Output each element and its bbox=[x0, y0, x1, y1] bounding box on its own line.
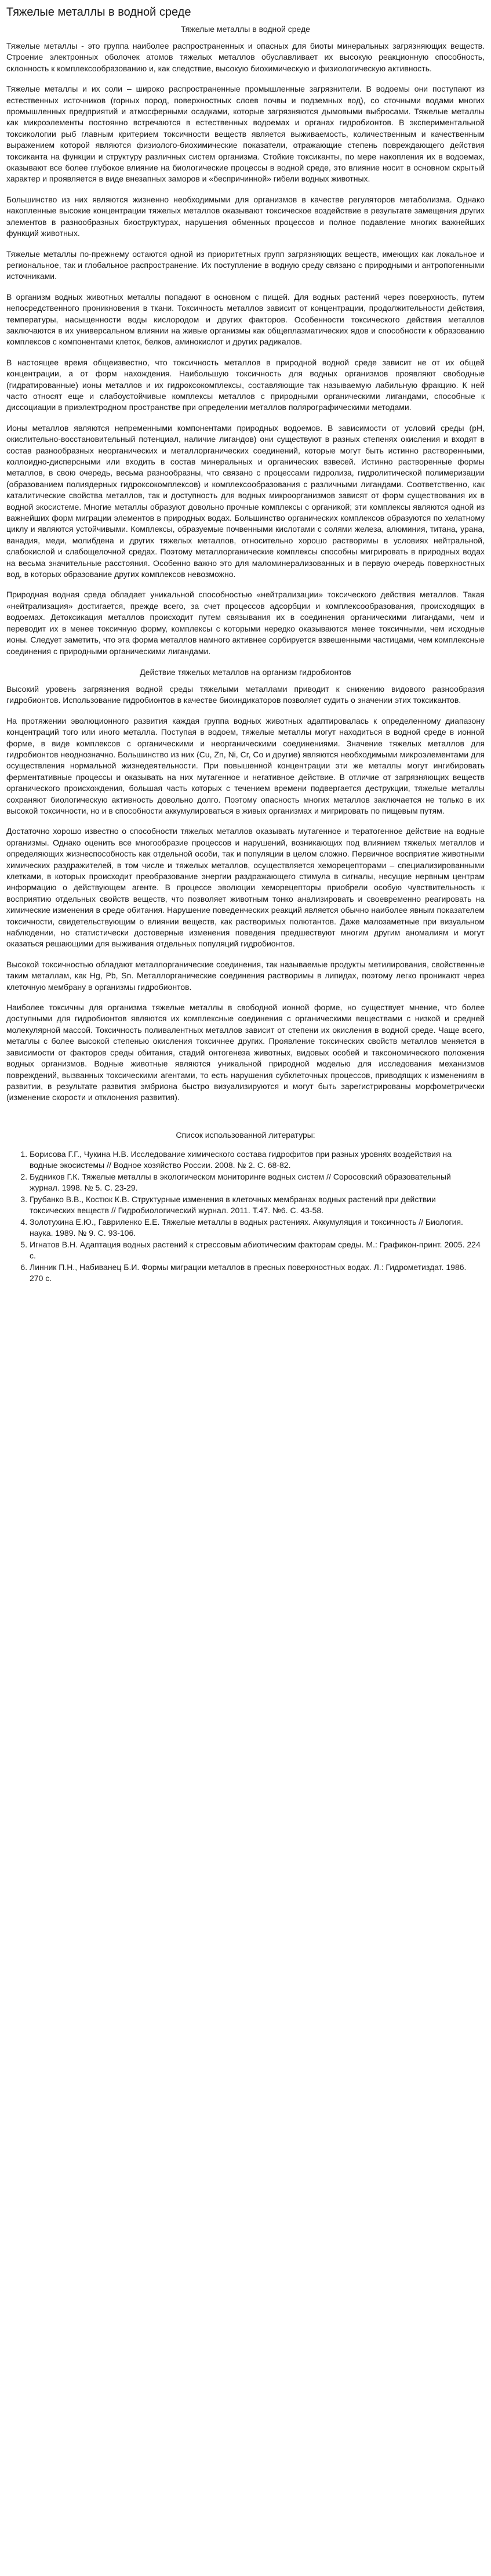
paragraph: Природная водная среда обладает уникальной способностью «нейтрализации» токсического действия металлов. Такая «нейтрализация» достигается, прежде всего, за счет процессов адсорбции и комплексообразования, происходящих в водоемах. Детоксикация металлов происходит путем связывания их в соединения органическими лигандами, чем и переводит их в менее токсичную форму, комплексы с которыми нередко оказываются менее токсичными, чем исходные ионы. Следует заметить, что эта форма металлов намного активнее сорбируется взвешенными частицами, чем комплексные соединения с природными органическими лигандами. bbox=[6, 590, 485, 656]
reference-item: 5. Игнатов В.Н. Адаптация водных растений к стрессовым абиотическим факторам среды. М.: Графикон-принт. 2005. 224 с. bbox=[30, 1239, 485, 1261]
paragraph: Достаточно хорошо известно о способности тяжелых металлов оказывать мутагенное и тератогенное действие на водные организмы. Однако оценить все многообразие процессов и нарушений, возникающих под влиянием тяжелых металлов и определяющих жизнеспособность как отдельной особи, так и популяции в целом сложно. Первичное восприятие животными химических раздражителей, в том числе и тяжелых металлов, осуществляется хеморецепторами – специализированными клетками, в которых происходит преобразование энергии раздражающего стимула в сигналы, несущие нервным центрам информацию о действующем агенте. В процессе эволюции хеморецепторы приобрели особую чувствительность к восприятию отдельных свойств веществ, что позволяет животным тонко анализировать и своевременно реагировать на химические изменения в среде обитания. Нарушение поведенческих реакций является обычно наиболее явным показателем токсичности, свидетельствующим о влиянии веществ, как растворимых полютантов. Даже малозаметные при визуальном наблюдении, но статистически достоверные изменения поведения предшествуют многим другим аномалиям и могут оказаться решающими для выживания отдельных популяций гидробионтов. bbox=[6, 826, 485, 949]
reference-item: 2. Будников Г.К. Тяжелые металлы в экологическом мониторинге водных систем // Соросовский образовательный журнал. 1998. № 5. С. 23-29. bbox=[30, 1171, 485, 1193]
section-title: Действие тяжелых металлов на организм гидробионтов bbox=[140, 667, 351, 677]
reference-item: 3. Грубанко В.В., Костюк К.В. Структурные изменения в клеточных мембранах водных растений при действии токсических веществ // Гидробиологический журнал. 2011. Т.47. №6. С. 43-58. bbox=[30, 1194, 485, 1216]
paragraph: Тяжелые металлы и их соли – широко распространенные промышленные загрязнители. В водоемы они поступают из естественных источников (горных пород, поверхностных слоев почвы и подземных вод), со сточными водами многих промышленных предприятий и атмосферными осадками, которые загрязняются дымовыми выбросами. Тяжелые металлы как микроэлементы постоянно встречаются в естественных водоемах и органах гидробионтов. В экспериментальной токсикологии рыб главным критерием токсичности веществ является выживаемость, количественным и качественным выражением которой являются физиолого-биохимические показатели, отражающие степень повреждающего действия токсиканта на функции и структуру различных систем организма. Стойкие токсиканты, по мере накопления их в водоемах, оказывают все более глубокое влияние на биологические процессы в водной среде, это влияние носит в основном скрытый характер и проявляется в виде внезапных заморов и «беспричинной» гибели водных животных. bbox=[6, 84, 485, 184]
paragraph: Тяжелые металлы по-прежнему остаются одной из приоритетных групп загрязняющих веществ, имеющих как локальное и региональное, так и глобальное распространение. Их поступление в водную среду связано с природными и антропогенными источниками. bbox=[6, 249, 485, 281]
references-title: Список использованной литературы: bbox=[176, 1130, 315, 1140]
page-title: Тяжелые металлы в водной среде bbox=[6, 6, 191, 19]
paragraph: В организм водных животных металлы попадают в основном с пищей. Для водных растений через поверхность, путем непосредственного проникновения в ткани. Токсичность металлов зависит от концентрации, продолжительности действия, температуры, насыщенности воды кислородом и других факторов. Особенности токсического действия металлов заключаются в их универсальном влиянии на живые организмы как общеплазматических ядов и способности к образованию комплексов с компонентами клеток, белков, аминокислот и других радикалов. bbox=[6, 292, 485, 347]
section-title: Тяжелые металлы в водной среде bbox=[181, 24, 310, 34]
reference-item: 6. Линник П.Н., Набиванец Б.И. Формы миграции металлов в пресных поверхностных водах. Л.: Гидрометиздат. 1986. 270 с. bbox=[30, 1262, 485, 1284]
paragraph: Высокий уровень загрязнения водной среды тяжелыми металлами приводит к снижению видового разнообразия гидробионтов. Использование гидробионтов в качестве биоиндикаторов позволяет судить о значении этих токсикантов. bbox=[6, 684, 485, 705]
paragraph: В настоящее время общеизвестно, что токсичность металлов в природной водной среде зависит не от их общей концентрации, а от форм нахождения. Наибольшую токсичность для водных организмов проявляют свободные (гидратированные) ионы металлов и их гидроксокомплексы, составляющие так называемую лабильную фракцию. К ней часто относят еще и слабоустойчивые комплексы металлов с природными органическими лигандами, способные к диссоциации в приэлектродном пространстве при определении металлов полярографическими методами. bbox=[6, 357, 485, 412]
paragraph: Тяжелые металлы - это группа наиболее распространенных и опасных для биоты минеральных загрязняющих веществ. Строение электронных оболочек атомов тяжелых металлов обуславливает их высокую реакционную способность, склонность к комплексообразованию и, как следствие, высокую биохимическую и физиологическую активность. bbox=[6, 41, 485, 73]
references-list bbox=[6, 1149, 485, 1284]
paragraph: Ионы металлов являются непременными компонентами природных водоемов. В зависимости от условий среды (pH, окислительно-восстановительный потенциал, наличие лигандов) они существуют в разных степенях окисления и входят в состав разнообразных неорганических и металлорганических соединений, которые могут быть истинно растворенными, коллоидно-дисперсными или входить в состав минеральных и органических взвесей. Истинно растворенные формы металлов, в свою очередь, весьма разнообразны, что связано с процессами гидролиза, гидролитической полимеризации (образованием полиядерных гидроксокомплексов) и комплексообразования с различными лигандами. Соответственно, как каталитические свойства металлов, так и доступность для водных микроорганизмов зависят от форм существования их в водной экосистеме. Многие металлы образуют довольно прочные комплексы с органикой; эти комплексы являются одной из важнейших форм миграции элементов в природных водах. Большинство органических комплексов образуются по хелатному циклу и являются устойчивыми. Комплексы, образуемые почвенными кислотами с солями железа, алюминия, титана, урана, ванадия, меди, молибдена и других тяжелых металлов, относительно хорошо растворимы в условиях нейтральной, слабокислой и слабощелочной средах. Поэтому металлорганические комплексы способны мигрировать в природных водах на весьма значительные расстояния. Особенно важно это для маломинерализованных и в первую очередь поверхностных вод, в которых образование других комплексов невозможно. bbox=[6, 423, 485, 579]
paragraph: Высокой токсичностью обладают металлорганические соединения, так называемые продукты метилирования, свойственные таким металлам, как Hg, Pb, Sn. Металлорганические соединения растворимы в липидах, поэтому легко проникают через клеточную мембрану в организмы гидробионтов. bbox=[6, 959, 485, 992]
paragraph: На протяжении эволюционного развития каждая группа водных животных адаптировалась к определенному диапазону концентраций того или иного металла. Поступая в водоем, тяжелые металлы могут находиться в водной среде в ионной форме, в виде комплексов с органическими и неорганическими соединениями. Значение тяжелых металлов для гидробионтов неоднозначно. Большинство из них (Cu, Zn, Ni, Cr, Co и другие) являются необходимыми микроэлементами для осуществления нормальной жизнедеятельности. При повышенной концентрации эти же металлы могут ингибировать ферментативные процессы и оказывать на них мутагенное и негативное действие. В отличие от загрязняющих веществ органического происхождения, большая часть которых с течением времени подвергается деструкции, тяжелые металлы сохраняют биологическую активность довольно долго. Поэтому опасность многих металлов заключается не только в их высокой токсичности, но и в способности аккумулироваться в живых организмах и мигрировать по пищевым путям. bbox=[6, 716, 485, 815]
reference-item: 4. Золотухина Е.Ю., Гавриленко Е.Е. Тяжелые металлы в водных растениях. Аккумуляция и токсичность // Биология. наука. 1989. № 9. С. 93-106. bbox=[30, 1217, 485, 1239]
reference-item: 1. Борисова Г.Г., Чукина Н.В. Исследование химического состава гидрофитов при разных уровнях воздействия на водные экосистемы // Водное хозяйство России. 2008. № 2. С. 68-82. bbox=[30, 1149, 485, 1171]
paragraph: Наиболее токсичны для организма тяжелые металлы в свободной ионной форме, но существует мнение, что более доступными для гидробионтов являются их комплексные соединения с органическими веществами с низкой и средней молекулярной массой. Токсичность поливалентных металлов зависит от степени их окисления в водной среде. Чаще всего, металлы с более высокой степенью окисления токсичнее других. Проявление токсических свойств металлов меняется в зависимости от факторов среды обитания, стадий онтогенеза животных, видовых особей и таксономического положения водных организмов. Водные животные являются уникальной природной моделью для исследования механизмов повреждений, вызванных токсическими агентами, то есть нарушения субклеточных процессов, приводящих к изменениям в развитии, в результате развития эмбриона быстро визуализируются и могут быть зарегистрированы морфометрически (изменение скорости и отклонения развития). bbox=[6, 1003, 485, 1102]
paragraph: Большинство из них являются жизненно необходимыми для организмов в качестве регуляторов метаболизма. Однако накопленные высокие концентрации тяжелых металлов оказывают токсическое воздействие в результате замещения других элементов в разнообразных биоструктурах, нарушения обменных процессов и полное подавление многих важнейших функций животных. bbox=[6, 194, 485, 238]
